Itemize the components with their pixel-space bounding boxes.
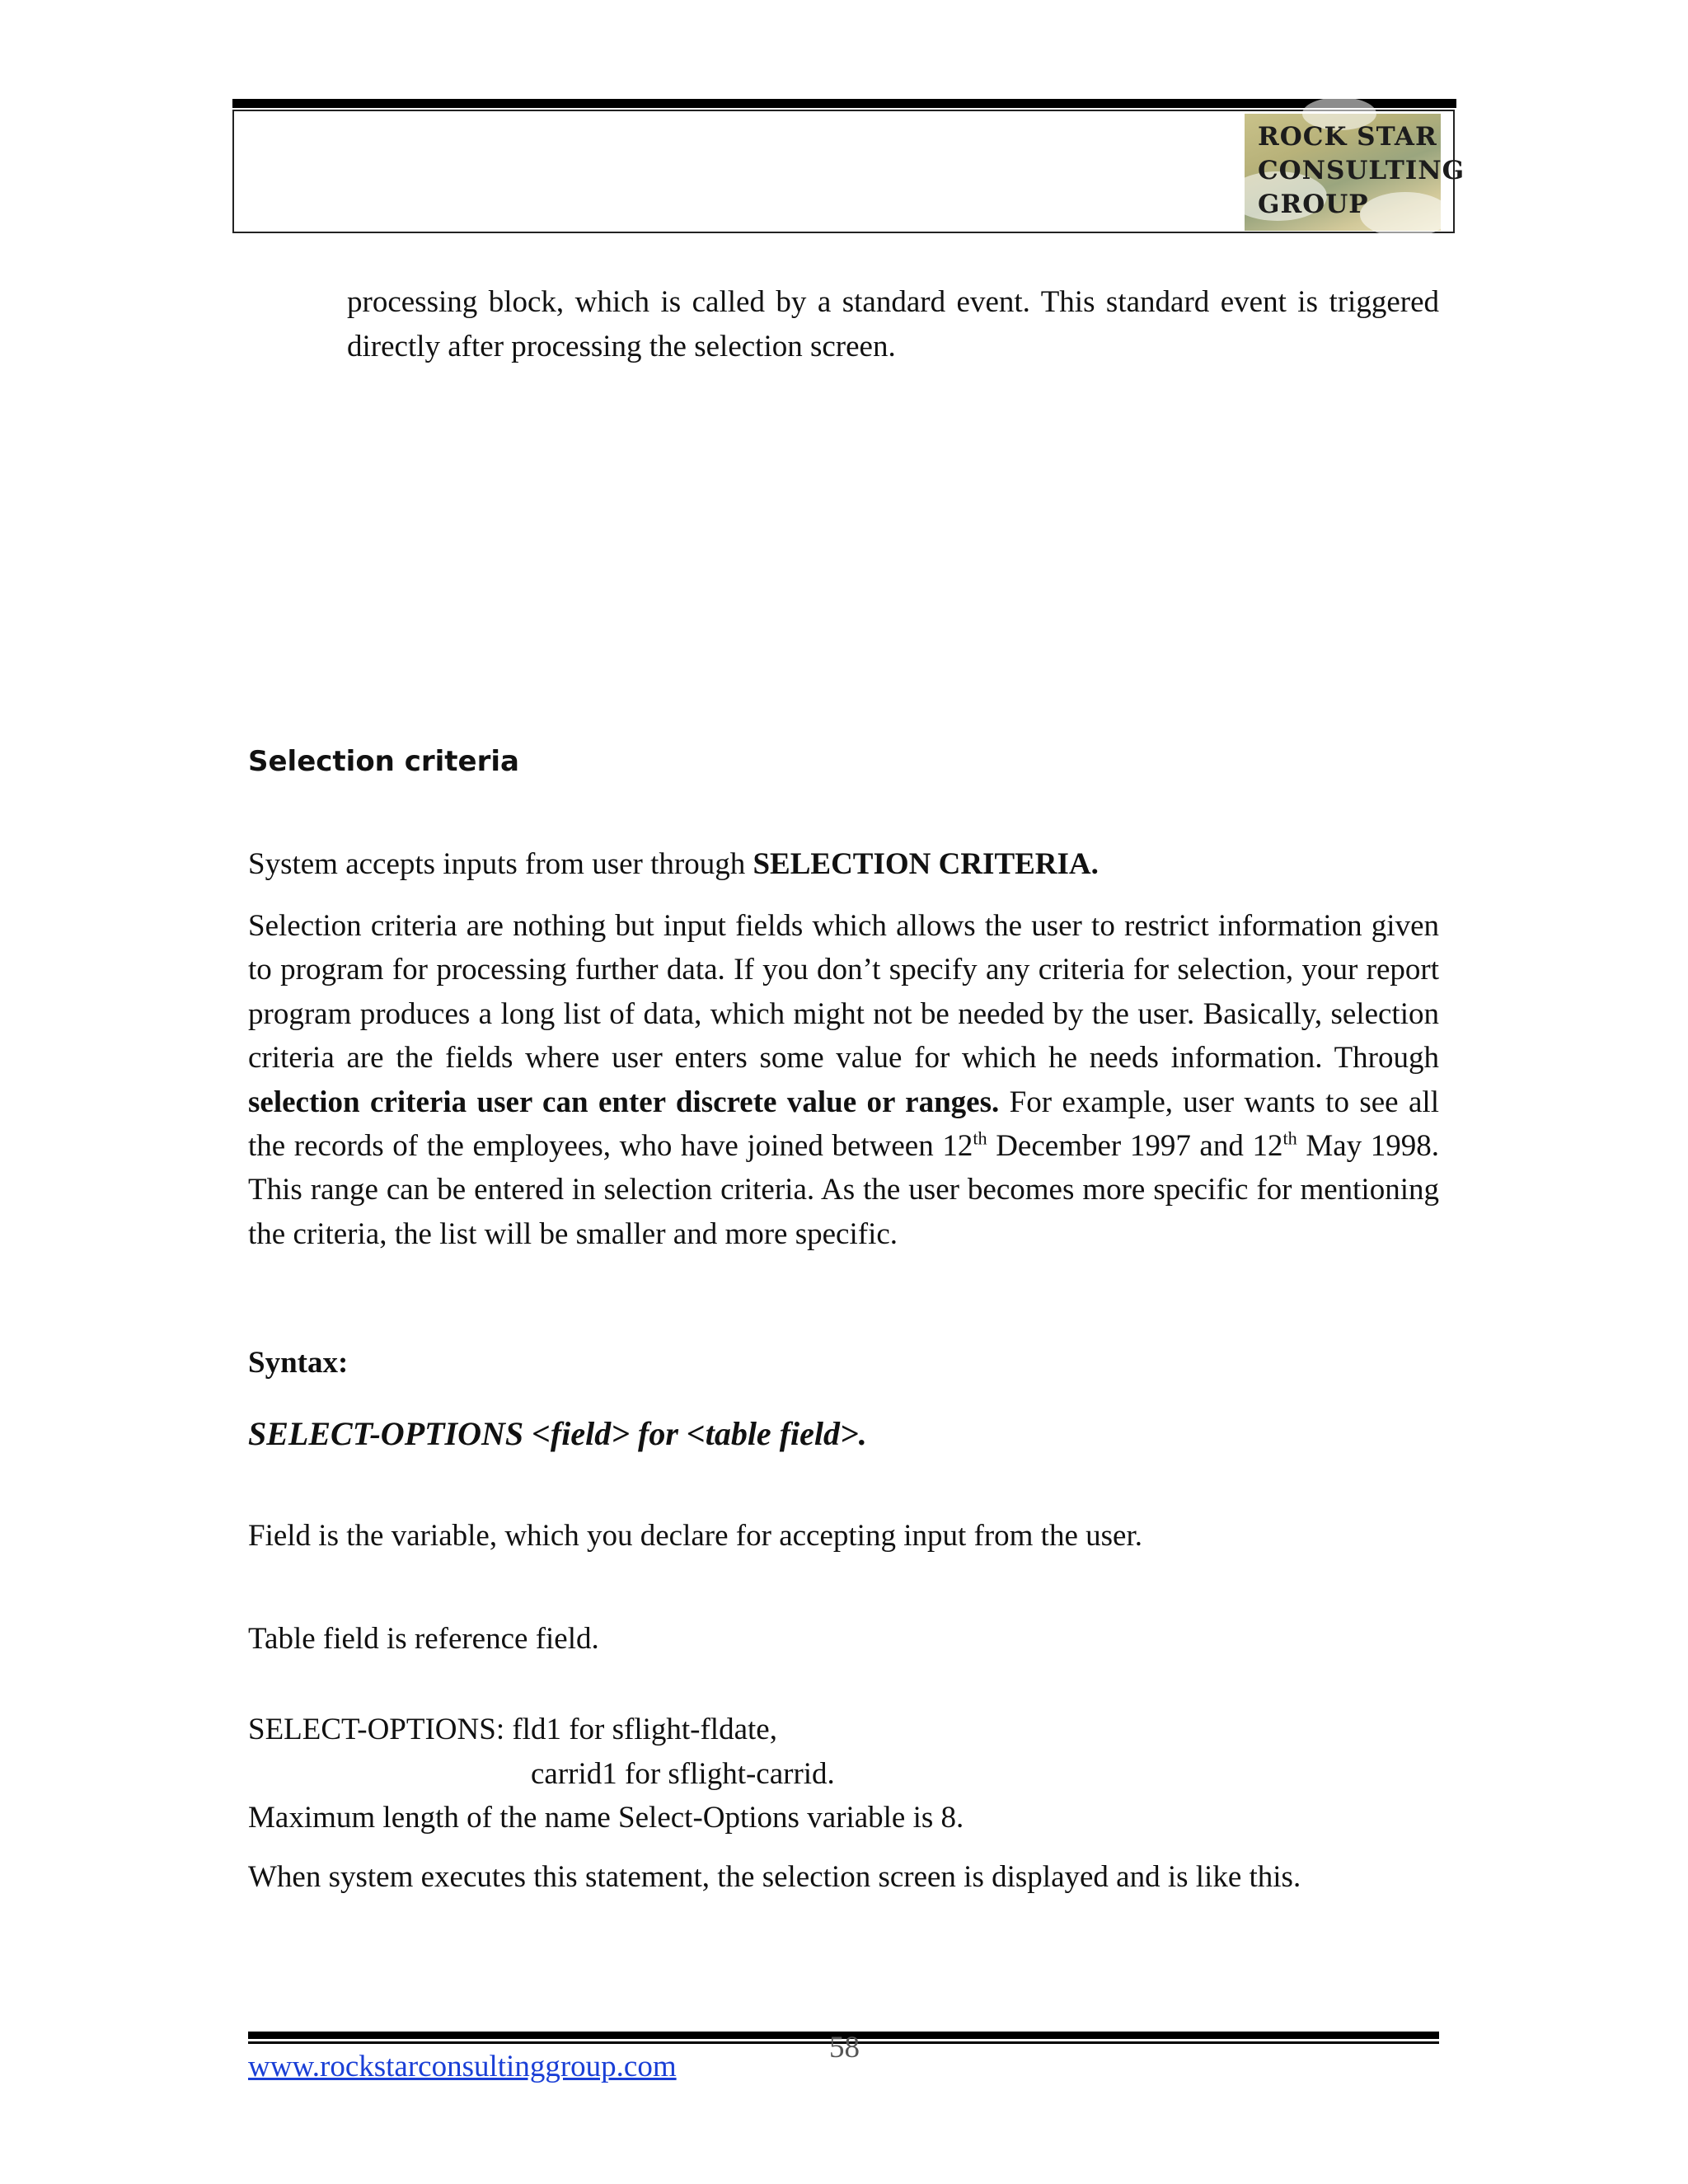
p3-part-c: December 1997 and 12 [987, 1129, 1283, 1164]
code-example-line-1: SELECT-OPTIONS: fld1 for sflight-fldate, [248, 1713, 777, 1746]
header-rule [232, 99, 1456, 108]
p3-part-d: May 1998. This range can be entered in selection criteria. As the user becomes more specific for mentioning the criteria, the list will be smaller and more specific. [248, 1129, 1440, 1251]
max-length-note: Maximum length of the name Select-Options variable is 8. [248, 1801, 964, 1835]
intro-paragraph: processing block, which is called by a standard event. This standard event is triggered directly after processing the selection screen. [347, 285, 1439, 363]
table-field-description: Table field is reference field. [248, 1622, 599, 1656]
logo-line-3: GROUP [1258, 190, 1369, 219]
company-logo [1245, 114, 1465, 231]
selection-criteria-intro [248, 843, 1439, 886]
code-example-line-2: carrid1 for sflight-carrid. [531, 1757, 835, 1791]
closing-paragraph: When system executes this statement, the selection screen is displayed and is like this. [248, 1860, 1301, 1894]
field-description: Field is the variable, which you declare for accepting input from the user. [248, 1519, 1142, 1553]
selection-criteria-intro-bold: SELECTION CRITERIA. [753, 847, 1099, 881]
p3-part-a: Selection criteria are nothing but input fields which allows the user to restrict information given to program for processing further data. If you don’t specify any criteria for selection, your report program produces a long list of data, which might not be needed by the user. Basically, selection criteria are the fields where user enters some value for which he needs information. Through [248, 909, 1439, 1076]
p3-sup-2: th [1282, 1127, 1297, 1149]
p3-part-b: For example, user wants to see all the records of the employees, who have joined between 12 [248, 1085, 1439, 1164]
p3-sup-1: th [973, 1127, 987, 1149]
logo-line-2: CONSULTING [1258, 156, 1465, 185]
logo-line-1: ROCK STAR [1258, 122, 1437, 152]
selection-criteria-paragraph [248, 904, 1439, 1256]
syntax-label: Syntax: [248, 1346, 349, 1380]
selection-criteria-intro-text: System accepts inputs from user through [248, 847, 753, 881]
section-heading: Selection criteria [248, 745, 519, 778]
page-number: 58 [829, 2031, 860, 2064]
website-link[interactable]: www.rockstarconsultinggroup.com [248, 2050, 677, 2083]
p3-bold: selection criteria user can enter discrete value or ranges. [248, 1085, 1000, 1119]
syntax-code: SELECT-OPTIONS <field> for <table field>. [248, 1415, 867, 1452]
